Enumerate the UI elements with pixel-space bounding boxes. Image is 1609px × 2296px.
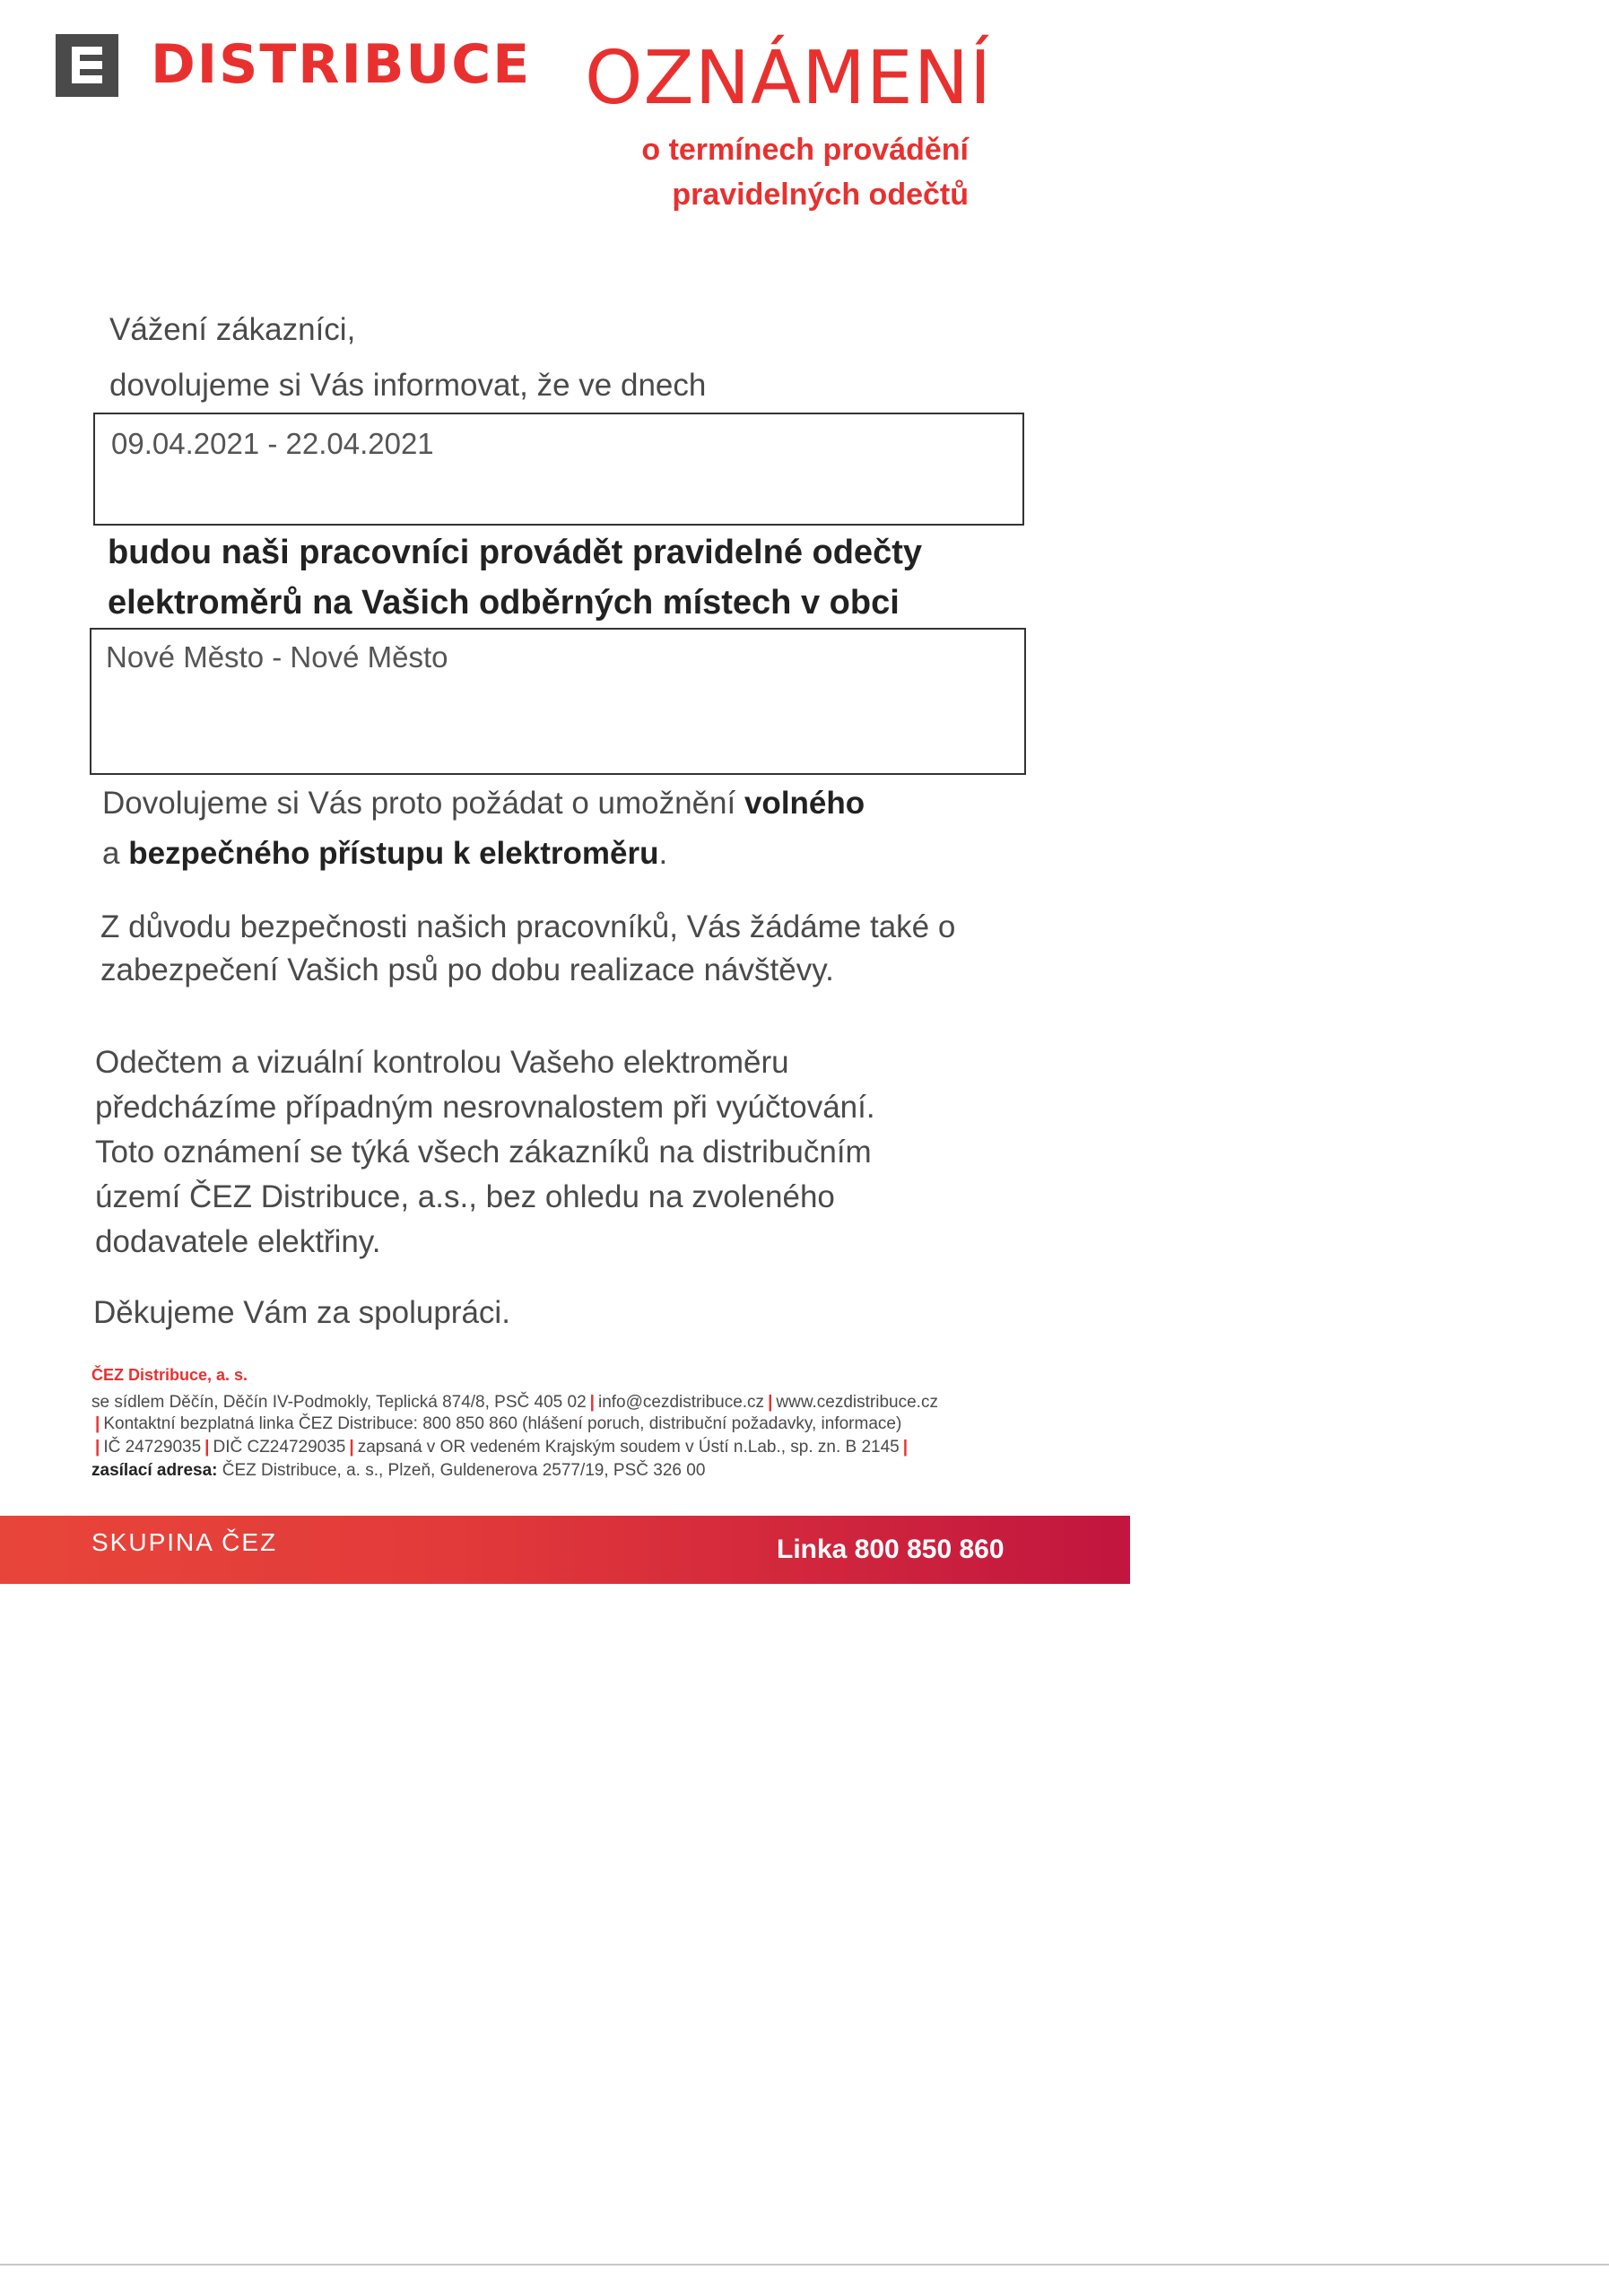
company-name: ČEZ Distribuce, a. s.: [91, 1366, 248, 1384]
page-title: OZNÁMENÍ: [585, 36, 993, 121]
subtitle-line-1: o termínech provádění: [641, 133, 969, 167]
reading-line-4: území ČEZ Distribuce, a.s., bez ohledu na zvoleného: [95, 1179, 835, 1214]
reading-line-3: Toto oznámení se týká všech zákazníků na distribučním: [95, 1135, 872, 1170]
municipality-value: Nové Město - Nové Město: [106, 640, 448, 674]
footer-separator: |: [902, 1438, 909, 1457]
access-text-1: Dovolujeme si Vás proto požádat o umožnění: [102, 786, 744, 821]
cez-logo-icon: [56, 34, 118, 97]
footer-mailing-label: zasílací adresa:: [91, 1461, 218, 1480]
access-bold-2: bezpečného přístupu k elektroměru: [128, 836, 659, 871]
footer-line-1: [91, 1392, 938, 1413]
reading-line-2: předcházíme případným nesrovnalostem při vyúčtování.: [95, 1090, 875, 1125]
footer-separator: |: [204, 1438, 210, 1457]
page-bottom-divider: [0, 2264, 1609, 2266]
dogs-notice: [100, 906, 955, 992]
footer-email-link[interactable]: info@cezdistribuce.cz: [597, 1393, 765, 1412]
date-range-box: [93, 413, 1024, 526]
page-subtitle: [574, 127, 969, 217]
municipality-box: [90, 628, 1026, 775]
group-label: SKUPINA ČEZ: [91, 1528, 278, 1556]
reading-paragraph: [95, 1040, 875, 1265]
dogs-line-1: Z důvodu bezpečnosti našich pracovníků, Vás žádáme také o: [100, 909, 956, 944]
footer-line-3: [91, 1437, 911, 1458]
access-bold-1: volného: [744, 786, 865, 821]
access-text-2: a: [102, 836, 129, 871]
footer-separator: |: [95, 1438, 100, 1457]
footer-address: se sídlem Děčín, Děčín IV-Podmokly, Teplická 874/8, PSČ 405 02: [91, 1393, 587, 1412]
dogs-line-2: zabezpečení Vašich psů po dobu realizace návštěvy.: [100, 952, 834, 987]
footer-separator: |: [349, 1438, 354, 1457]
access-end: .: [658, 836, 668, 871]
workers-notice: [108, 527, 922, 628]
thanks-text: Děkujeme Vám za spolupráci.: [93, 1295, 510, 1330]
footer-separator: |: [768, 1393, 773, 1412]
hotline-label: Linka 800 850 860: [777, 1535, 1005, 1564]
footer-line-4: [91, 1460, 705, 1482]
date-range-value: 09.04.2021 - 22.04.2021: [111, 427, 434, 460]
intro-text: dovolujeme si Vás informovat, že ve dnech: [109, 368, 707, 403]
footer-mailing-address: ČEZ Distribuce, a. s., Plzeň, Guldenerova 2577/19, PSČ 326 00: [222, 1461, 706, 1480]
footer-hotline-info: Kontaktní bezplatná linka ČEZ Distribuce: 800 850 860 (hlášení poruch, distribuční požadavky, informace): [103, 1414, 902, 1433]
footer-dic: DIČ CZ24729035: [213, 1438, 346, 1457]
footer-registration: zapsaná v OR vedeném Krajským soudem v Ústí n.Lab., sp. zn. B 2145: [357, 1438, 900, 1457]
logo-text: DISTRIBUCE: [151, 33, 532, 96]
reading-line-5: dodavatele elektřiny.: [95, 1224, 381, 1259]
greeting: Vážení zákazníci,: [109, 312, 356, 347]
workers-line-2: elektroměrů na Vašich odběrných místech v obci: [108, 584, 900, 622]
footer-separator: |: [95, 1414, 100, 1433]
footer-ico: IČ 24729035: [103, 1438, 202, 1457]
workers-line-1: budou naši pracovníci provádět pravidelné odečty: [108, 534, 922, 571]
access-request: [102, 778, 865, 879]
footer-website-link[interactable]: www.cezdistribuce.cz: [776, 1393, 938, 1412]
footer-line-2: [91, 1413, 901, 1435]
subtitle-line-2: pravidelných odečtů: [672, 178, 969, 212]
footer-separator: |: [589, 1393, 595, 1412]
reading-line-1: Odečtem a vizuální kontrolou Vašeho elektroměru: [95, 1045, 789, 1080]
